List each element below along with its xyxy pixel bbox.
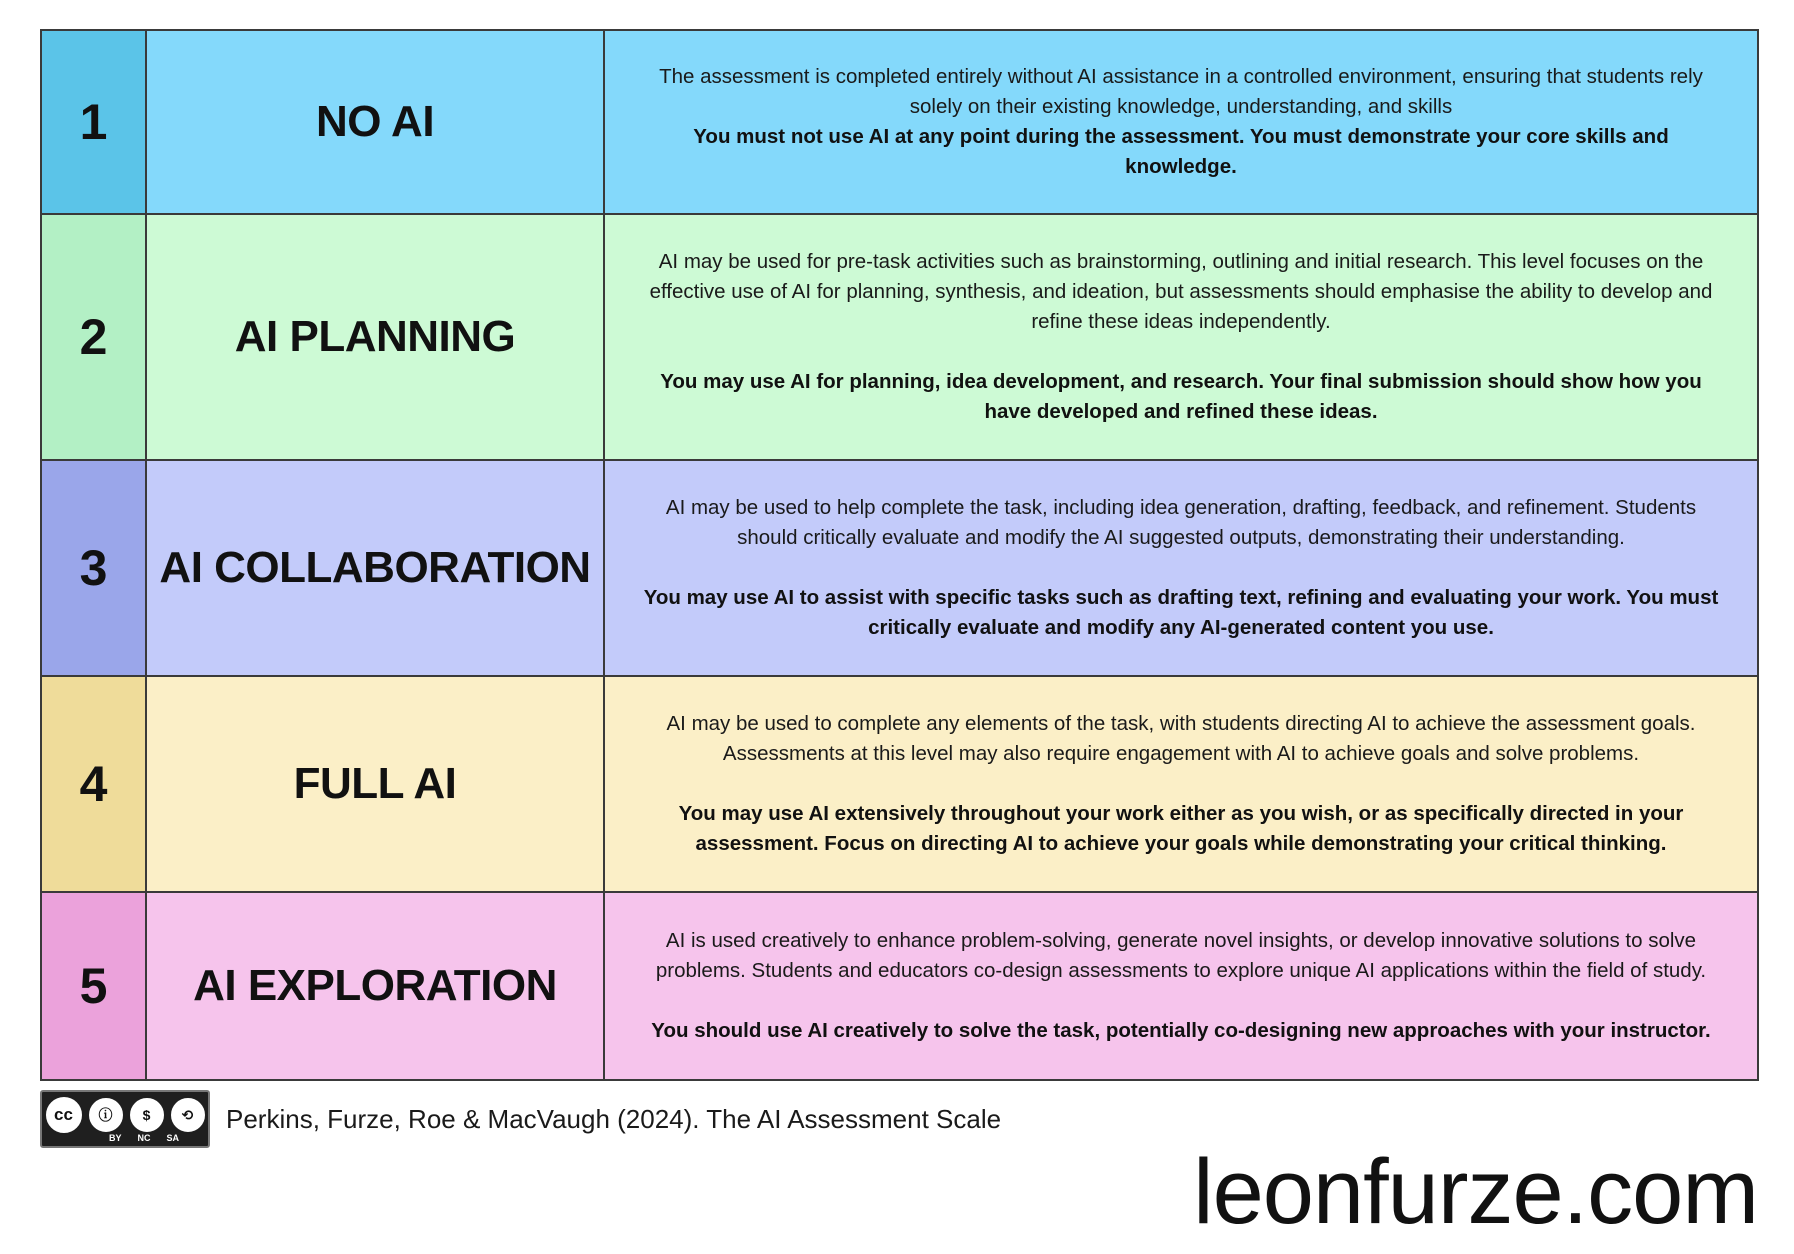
ai-assessment-scale-table [40, 29, 1759, 1081]
level-description: AI may be used to help complete the task, including idea generation, drafting, feedback, and refinement. Students should critically evaluate and modify the AI suggested outputs, demonstrating their understanding. [665, 496, 1697, 549]
level-number: 4 [42, 677, 147, 891]
cc-label-by: BY [108, 1133, 122, 1143]
level-description-cell [605, 893, 1757, 1079]
footer-citation [40, 1090, 1001, 1148]
level-number: 2 [42, 215, 147, 459]
cc-license-badge[interactable] [40, 1090, 210, 1148]
level-description: AI may be used to complete any elements of the task, with students directing AI to achieve the assessment goals. Assessments at this level may also require engagement with AI to achieve goals and solve problems. [666, 712, 1696, 765]
level-name: AI PLANNING [147, 215, 605, 459]
level-row-3 [42, 461, 1757, 677]
level-description-cell [605, 677, 1757, 891]
level-description-cell [605, 31, 1757, 213]
level-name: AI EXPLORATION [147, 893, 605, 1079]
level-name: NO AI [147, 31, 605, 213]
level-row-5 [42, 893, 1757, 1079]
level-row-2 [42, 215, 1757, 461]
level-number: 1 [42, 31, 147, 213]
website-url[interactable]: leonfurze.com [1193, 1141, 1758, 1243]
level-description: AI may be used for pre-task activities such as brainstorming, outlining and initial research. This level focuses on the effective use of AI for planning, synthesis, and ideation, but assessments should emphasise the ability to develop and refine these ideas independently. [649, 250, 1713, 333]
level-rule: You may use AI to assist with specific tasks such as drafting text, refining and evaluating your work. You must critically evaluate and modify any AI-generated content you use. [643, 586, 1719, 639]
level-name: AI COLLABORATION [147, 461, 605, 675]
cc-label-sa: SA [166, 1133, 180, 1143]
level-row-4 [42, 677, 1757, 893]
citation-text: Perkins, Furze, Roe & MacVaugh (2024). The AI Assessment Scale [226, 1103, 1002, 1134]
level-name: FULL AI [147, 677, 605, 891]
level-number: 3 [42, 461, 147, 675]
sa-icon: ⟲ [169, 1096, 207, 1134]
level-rule: You may use AI for planning, idea development, and research. Your final submission should show how you have developed and refined these ideas. [660, 370, 1702, 423]
level-rule: You should use AI creatively to solve the task, potentially co-designing new approaches with your instructor. [651, 1019, 1711, 1042]
level-description: AI is used creatively to enhance problem-solving, generate novel insights, or develop innovative solutions to solve problems. Students and educators co-design assessments to explore unique AI applications within the field of study. [655, 929, 1707, 982]
level-rule: You must not use AI at any point during the assessment. You must demonstrate your core skills and knowledge. [693, 125, 1669, 178]
level-description-cell [605, 461, 1757, 675]
level-description-cell [605, 215, 1757, 459]
level-number: 5 [42, 893, 147, 1079]
cc-icon: cc [44, 1095, 84, 1135]
by-icon: ⓘ [87, 1096, 125, 1134]
cc-label-nc: NC [137, 1133, 151, 1143]
nc-icon: $ [128, 1096, 166, 1134]
level-rule: You may use AI extensively throughout your work either as you wish, or as specifically directed in your assessment. Focus on directing AI to achieve your goals while demonstrating your critical thinking. [678, 802, 1684, 855]
level-row-1 [42, 31, 1757, 215]
level-description: The assessment is completed entirely without AI assistance in a controlled environment, ensuring that students rely solely on their existing knowledge, understanding, and skills [659, 65, 1703, 118]
